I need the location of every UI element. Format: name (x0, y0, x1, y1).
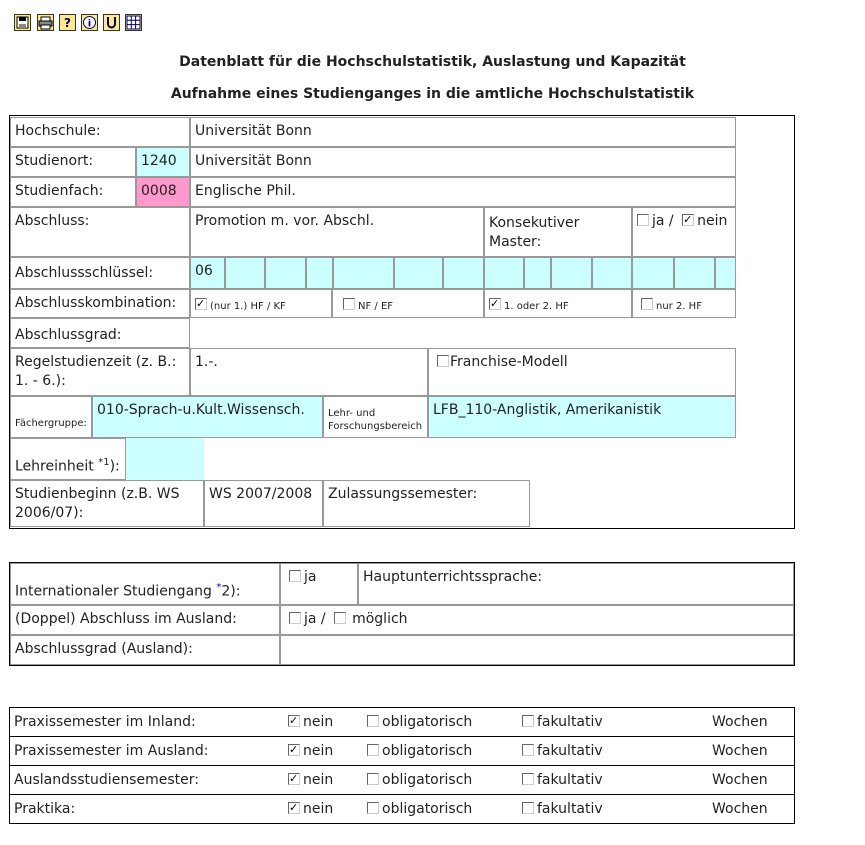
fakultativ-label: fakultativ (537, 714, 603, 730)
grid-icon[interactable] (125, 14, 142, 31)
abschlussgrad-ausland-value[interactable] (280, 635, 794, 665)
abschluss-label: Abschluss: (10, 207, 190, 257)
regelstudienzeit-value[interactable]: 1.-. (190, 348, 428, 396)
print-icon[interactable] (37, 14, 54, 31)
key-box[interactable] (592, 257, 632, 289)
hochschule-value[interactable]: Universität Bonn (190, 117, 736, 147)
praxis-row-label: Praxissemester im Inland: (14, 714, 196, 730)
komb-nur2-checkbox[interactable] (641, 298, 653, 310)
fakultativ-checkbox[interactable] (522, 715, 534, 727)
hauptunterrichtssprache-label: Hauptunterrichtssprache: (358, 563, 794, 605)
lehreinheit-suffix: ): (109, 458, 120, 475)
franchise-checkbox[interactable] (437, 355, 449, 367)
key-box[interactable] (443, 257, 484, 289)
nein-label: nein (303, 772, 334, 788)
franchise-option (428, 348, 736, 396)
komb-1oder2-label: 1. oder 2. HF (504, 301, 569, 312)
lehreinheit-value[interactable] (126, 438, 204, 480)
praxis-row-label: Auslandsstudiensemester: (14, 772, 199, 788)
studienbeginn-label: Studienbeginn (z.B. WS 2006/07): (10, 480, 204, 527)
svg-text:i: i (87, 18, 92, 30)
page-subtitle: Aufnahme eines Studienganges in die amtliche Hochschulstatistik (170, 86, 695, 102)
key-box[interactable] (333, 257, 394, 289)
abschluss-value[interactable]: Promotion m. vor. Abschl. (190, 207, 484, 257)
international-suffix: 2): (221, 583, 241, 600)
hochschule-label: Hochschule: (10, 117, 190, 147)
lehreinheit-label (10, 438, 126, 480)
komb-hf-kf-checkbox[interactable] (195, 298, 207, 310)
studienfach-value[interactable]: Englische Phil. (190, 177, 736, 207)
studienort-label: Studienort: (10, 147, 136, 177)
fakultativ-label: fakultativ (537, 801, 603, 817)
abschlussgrad-ausland-label: Abschlussgrad (Ausland): (10, 635, 280, 665)
nein-label: nein (303, 743, 334, 759)
konsekutiver-nein-checkbox[interactable] (682, 214, 694, 226)
key-box[interactable] (524, 257, 551, 289)
komb-hf-kf-label: (nur 1.) HF / KF (210, 301, 286, 312)
obligatorisch-label: obligatorisch (382, 743, 473, 759)
obligatorisch-label: obligatorisch (382, 772, 473, 788)
key-box[interactable] (394, 257, 443, 289)
praxis-row (9, 794, 795, 824)
komb-1oder2 (484, 289, 632, 318)
key-box[interactable] (551, 257, 592, 289)
franchise-label: Franchise-Modell (450, 354, 568, 370)
info-icon[interactable] (81, 14, 98, 31)
doppel-ja-label: ja / (304, 611, 326, 627)
komb-nf-ef-label: NF / EF (358, 301, 394, 312)
zulassungssemester-label: Zulassungssemester: (323, 480, 530, 527)
konsekutiver-ja-label: ja / (652, 213, 674, 229)
key-box[interactable] (715, 257, 736, 289)
studienort-code[interactable]: 1240 (136, 147, 190, 177)
komb-1oder2-checkbox[interactable] (489, 298, 501, 310)
fakultativ-checkbox[interactable] (522, 773, 534, 785)
obligatorisch-checkbox[interactable] (367, 715, 379, 727)
komb-nf-ef (332, 289, 484, 318)
obligatorisch-checkbox[interactable] (367, 802, 379, 814)
komb-nf-ef-checkbox[interactable] (343, 298, 355, 310)
wochen-label: Wochen (712, 714, 768, 730)
obligatorisch-checkbox[interactable] (367, 773, 379, 785)
faechergruppe-value[interactable]: 010-Sprach-u.Kult.Wissensch. (92, 396, 323, 438)
help-icon[interactable] (59, 14, 76, 31)
wochen-label: Wochen (712, 772, 768, 788)
save-icon[interactable] (14, 14, 31, 31)
komb-nur2 (632, 289, 736, 318)
international-label (10, 563, 280, 605)
komb-hf-kf (190, 289, 332, 318)
key-box[interactable] (632, 257, 674, 289)
international-ja-checkbox[interactable] (289, 570, 301, 582)
key-box[interactable] (484, 257, 524, 289)
faechergruppe-label: Fächergruppe: (10, 396, 92, 438)
wochen-label: Wochen (712, 743, 768, 759)
regelstudienzeit-label: Regelstudienzeit (z. B.: 1. - 6.): (10, 348, 190, 396)
lehreinheit-text: Lehreinheit (15, 458, 94, 475)
konsekutiver-options (632, 207, 736, 257)
obligatorisch-label: obligatorisch (382, 714, 473, 730)
studienbeginn-value[interactable]: WS 2007/2008 (204, 480, 323, 527)
konsekutiver-label: Konsekutiver Master: (484, 207, 632, 257)
praxis-row (9, 707, 795, 737)
doppel-options (280, 605, 794, 635)
studienfach-label: Studienfach: (10, 177, 136, 207)
u-icon[interactable] (103, 14, 120, 31)
lehreinheit-footnote[interactable]: *1 (98, 457, 110, 468)
svg-text:?: ? (64, 16, 71, 30)
doppel-label: (Doppel) Abschluss im Ausland: (10, 605, 280, 635)
lehrforschung-value[interactable]: LFB_110-Anglistik, Amerikanistik (428, 396, 736, 438)
nein-label: nein (303, 801, 334, 817)
fakultativ-checkbox[interactable] (522, 744, 534, 756)
fakultativ-label: fakultativ (537, 772, 603, 788)
abschlusskombination-label: Abschlusskombination: (10, 289, 190, 318)
obligatorisch-label: obligatorisch (382, 801, 473, 817)
fakultativ-checkbox[interactable] (522, 802, 534, 814)
praxis-row-label: Praxissemester im Ausland: (14, 743, 209, 759)
nein-checkbox[interactable] (288, 773, 300, 785)
key-box[interactable] (674, 257, 715, 289)
obligatorisch-checkbox[interactable] (367, 744, 379, 756)
abschlussschluessel-value[interactable]: 06 (190, 257, 225, 289)
studienfach-code[interactable]: 0008 (136, 177, 190, 207)
nein-checkbox[interactable] (288, 802, 300, 814)
doppel-ja-checkbox[interactable] (289, 612, 301, 624)
nein-checkbox[interactable] (288, 715, 300, 727)
konsekutiver-ja-checkbox[interactable] (637, 214, 649, 226)
konsekutiver-nein-label: nein (697, 213, 728, 229)
abschlussschluessel-label: Abschlussschlüssel: (10, 257, 190, 289)
komb-nur2-label: nur 2. HF (656, 301, 702, 312)
praxis-row (9, 736, 795, 766)
key-box[interactable] (265, 257, 306, 289)
wochen-label: Wochen (712, 801, 768, 817)
studienort-value[interactable]: Universität Bonn (190, 147, 736, 177)
doppel-moeglich-checkbox[interactable] (334, 612, 346, 624)
international-ja (280, 563, 358, 605)
doppel-moeglich-label: möglich (352, 611, 408, 627)
nein-label: nein (303, 714, 334, 730)
international-text: Internationaler Studiengang (15, 583, 212, 600)
abschlussgrad-label: Abschlussgrad: (10, 318, 190, 348)
key-box[interactable] (225, 257, 265, 289)
key-box[interactable] (306, 257, 333, 289)
praxis-row-label: Praktika: (14, 801, 76, 817)
international-ja-label: ja (304, 569, 317, 585)
nein-checkbox[interactable] (288, 744, 300, 756)
lehrforschung-label: Lehr- und Forschungsbereich (323, 396, 428, 438)
page-title: Datenblatt für die Hochschulstatistik, Auslastung und Kapazität (179, 54, 686, 70)
international-footnote[interactable]: * (216, 582, 222, 593)
praxis-row (9, 765, 795, 795)
fakultativ-label: fakultativ (537, 743, 603, 759)
